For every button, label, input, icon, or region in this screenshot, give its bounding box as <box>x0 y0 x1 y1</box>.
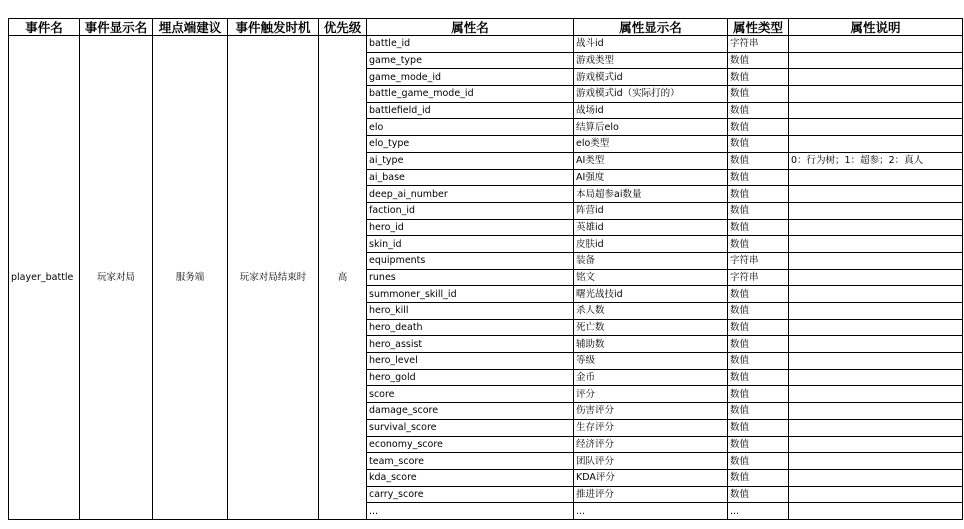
attribute-description-cell <box>789 303 963 320</box>
attribute-description-cell <box>789 219 963 236</box>
attribute-type-cell: 数值 <box>728 453 789 470</box>
attribute-display-name-cell: 皮肤id <box>574 236 728 253</box>
attribute-display-name-cell: 经济评分 <box>574 436 728 453</box>
attribute-display-name-cell: 伤害评分 <box>574 403 728 420</box>
attribute-type-cell: 数值 <box>728 69 789 86</box>
attribute-type-cell: 数值 <box>728 386 789 403</box>
table-body <box>9 36 963 520</box>
attribute-type-cell: 数值 <box>728 136 789 153</box>
attribute-description-cell <box>789 486 963 503</box>
header-tracking-side: 埋点端建议 <box>153 19 228 36</box>
header-attribute-type: 属性类型 <box>728 19 789 36</box>
attribute-type-cell: 数值 <box>728 52 789 69</box>
attribute-name-cell: kda_score <box>367 469 574 486</box>
attribute-display-name-cell: KDA评分 <box>574 469 728 486</box>
attribute-description-cell <box>789 386 963 403</box>
attribute-type-cell: 数值 <box>728 336 789 353</box>
attribute-display-name-cell: 死亡数 <box>574 319 728 336</box>
attribute-name-cell: ai_base <box>367 169 574 186</box>
attribute-description-cell <box>789 86 963 103</box>
attribute-name-cell: battle_game_mode_id <box>367 86 574 103</box>
attribute-name-cell: hero_kill <box>367 303 574 320</box>
attribute-display-name-cell: 英雄id <box>574 219 728 236</box>
attribute-description-cell: 0：行为树；1：超参；2：真人 <box>789 152 963 169</box>
attribute-display-name-cell: AI强度 <box>574 169 728 186</box>
attribute-display-name-cell: 等级 <box>574 353 728 370</box>
attribute-description-cell <box>789 319 963 336</box>
header-trigger-timing: 事件触发时机 <box>228 19 319 36</box>
attribute-display-name-cell: AI类型 <box>574 152 728 169</box>
trigger-timing-cell: 玩家对局结束时 <box>228 36 319 520</box>
attribute-name-cell: team_score <box>367 453 574 470</box>
header-event-display-name: 事件显示名 <box>80 19 153 36</box>
attribute-type-cell: 数值 <box>728 353 789 370</box>
attribute-name-cell: survival_score <box>367 419 574 436</box>
attribute-type-cell: 数值 <box>728 119 789 136</box>
attribute-type-cell: 数值 <box>728 169 789 186</box>
attribute-display-name-cell: 游戏模式id（实际打的） <box>574 86 728 103</box>
attribute-name-cell: ai_type <box>367 152 574 169</box>
attribute-display-name-cell: elo类型 <box>574 136 728 153</box>
attribute-description-cell <box>789 136 963 153</box>
attribute-name-cell: battle_id <box>367 36 574 53</box>
attribute-name-cell: runes <box>367 269 574 286</box>
attribute-description-cell <box>789 503 963 520</box>
priority-cell: 高 <box>319 36 367 520</box>
attribute-display-name-cell: 辅助数 <box>574 336 728 353</box>
attribute-name-cell: economy_score <box>367 436 574 453</box>
event-name-cell: player_battle <box>9 36 80 520</box>
header-attribute-name: 属性名 <box>367 19 574 36</box>
attribute-description-cell <box>789 269 963 286</box>
attribute-description-cell <box>789 36 963 53</box>
attribute-display-name-cell: 评分 <box>574 386 728 403</box>
attribute-name-cell: hero_gold <box>367 369 574 386</box>
attribute-type-cell: 字符串 <box>728 269 789 286</box>
attribute-display-name-cell: 结算后elo <box>574 119 728 136</box>
attribute-display-name-cell: 推进评分 <box>574 486 728 503</box>
attribute-display-name-cell: 生存评分 <box>574 419 728 436</box>
attribute-name-cell: deep_ai_number <box>367 186 574 203</box>
attribute-display-name-cell: 铭文 <box>574 269 728 286</box>
attribute-description-cell <box>789 419 963 436</box>
attribute-type-cell: 数值 <box>728 202 789 219</box>
attribute-display-name-cell: 战斗id <box>574 36 728 53</box>
attribute-name-cell: summoner_skill_id <box>367 286 574 303</box>
attribute-description-cell <box>789 202 963 219</box>
attribute-name-cell: game_mode_id <box>367 69 574 86</box>
attribute-type-cell: 数值 <box>728 369 789 386</box>
attribute-name-cell: game_type <box>367 52 574 69</box>
attribute-name-cell: hero_id <box>367 219 574 236</box>
attribute-type-cell: 数值 <box>728 86 789 103</box>
attribute-description-cell <box>789 252 963 269</box>
attribute-display-name-cell: 金币 <box>574 369 728 386</box>
attribute-type-cell: 数值 <box>728 102 789 119</box>
attribute-name-cell: hero_level <box>367 353 574 370</box>
attribute-description-cell <box>789 119 963 136</box>
attribute-type-cell: 数值 <box>728 236 789 253</box>
attribute-name-cell: skin_id <box>367 236 574 253</box>
attribute-type-cell: 数值 <box>728 436 789 453</box>
attribute-name-cell: hero_death <box>367 319 574 336</box>
attribute-display-name-cell: 战场id <box>574 102 728 119</box>
attribute-display-name-cell: 本局超参ai数量 <box>574 186 728 203</box>
attribute-name-cell: score <box>367 386 574 403</box>
attribute-description-cell <box>789 186 963 203</box>
attribute-name-cell: equipments <box>367 252 574 269</box>
attribute-type-cell: 数值 <box>728 186 789 203</box>
event-attribute-table <box>8 18 963 520</box>
attribute-description-cell <box>789 353 963 370</box>
table-row <box>9 36 963 53</box>
attribute-type-cell: 数值 <box>728 286 789 303</box>
tracking-side-cell: 服务端 <box>153 36 228 520</box>
attribute-display-name-cell: ... <box>574 503 728 520</box>
attribute-display-name-cell: 游戏类型 <box>574 52 728 69</box>
attribute-description-cell <box>789 52 963 69</box>
attribute-description-cell <box>789 453 963 470</box>
header-priority: 优先级 <box>319 19 367 36</box>
attribute-description-cell <box>789 69 963 86</box>
attribute-type-cell: 数值 <box>728 319 789 336</box>
attribute-description-cell <box>789 436 963 453</box>
attribute-display-name-cell: 杀人数 <box>574 303 728 320</box>
attribute-name-cell: elo <box>367 119 574 136</box>
attribute-description-cell <box>789 236 963 253</box>
attribute-description-cell <box>789 286 963 303</box>
header-event-name: 事件名 <box>9 19 80 36</box>
attribute-type-cell: 数值 <box>728 419 789 436</box>
attribute-description-cell <box>789 336 963 353</box>
event-display-name-cell: 玩家对局 <box>80 36 153 520</box>
attribute-name-cell: carry_score <box>367 486 574 503</box>
attribute-name-cell: hero_assist <box>367 336 574 353</box>
attribute-type-cell: ... <box>728 503 789 520</box>
attribute-description-cell <box>789 102 963 119</box>
header-attribute-description: 属性说明 <box>789 19 963 36</box>
attribute-name-cell: faction_id <box>367 202 574 219</box>
attribute-display-name-cell: 装备 <box>574 252 728 269</box>
header-attribute-display-name: 属性显示名 <box>574 19 728 36</box>
attribute-type-cell: 数值 <box>728 469 789 486</box>
attribute-display-name-cell: 阵营id <box>574 202 728 219</box>
attribute-display-name-cell: 曙光战技id <box>574 286 728 303</box>
attribute-type-cell: 数值 <box>728 152 789 169</box>
attribute-name-cell: ... <box>367 503 574 520</box>
header-row <box>9 19 963 36</box>
attribute-type-cell: 字符串 <box>728 252 789 269</box>
attribute-type-cell: 字符串 <box>728 36 789 53</box>
attribute-display-name-cell: 团队评分 <box>574 453 728 470</box>
attribute-name-cell: elo_type <box>367 136 574 153</box>
attribute-description-cell <box>789 369 963 386</box>
attribute-name-cell: battlefield_id <box>367 102 574 119</box>
attribute-description-cell <box>789 469 963 486</box>
attribute-type-cell: 数值 <box>728 403 789 420</box>
attribute-name-cell: damage_score <box>367 403 574 420</box>
attribute-type-cell: 数值 <box>728 303 789 320</box>
attribute-display-name-cell: 游戏模式id <box>574 69 728 86</box>
attribute-type-cell: 数值 <box>728 486 789 503</box>
attribute-description-cell <box>789 169 963 186</box>
attribute-description-cell <box>789 403 963 420</box>
attribute-type-cell: 数值 <box>728 219 789 236</box>
